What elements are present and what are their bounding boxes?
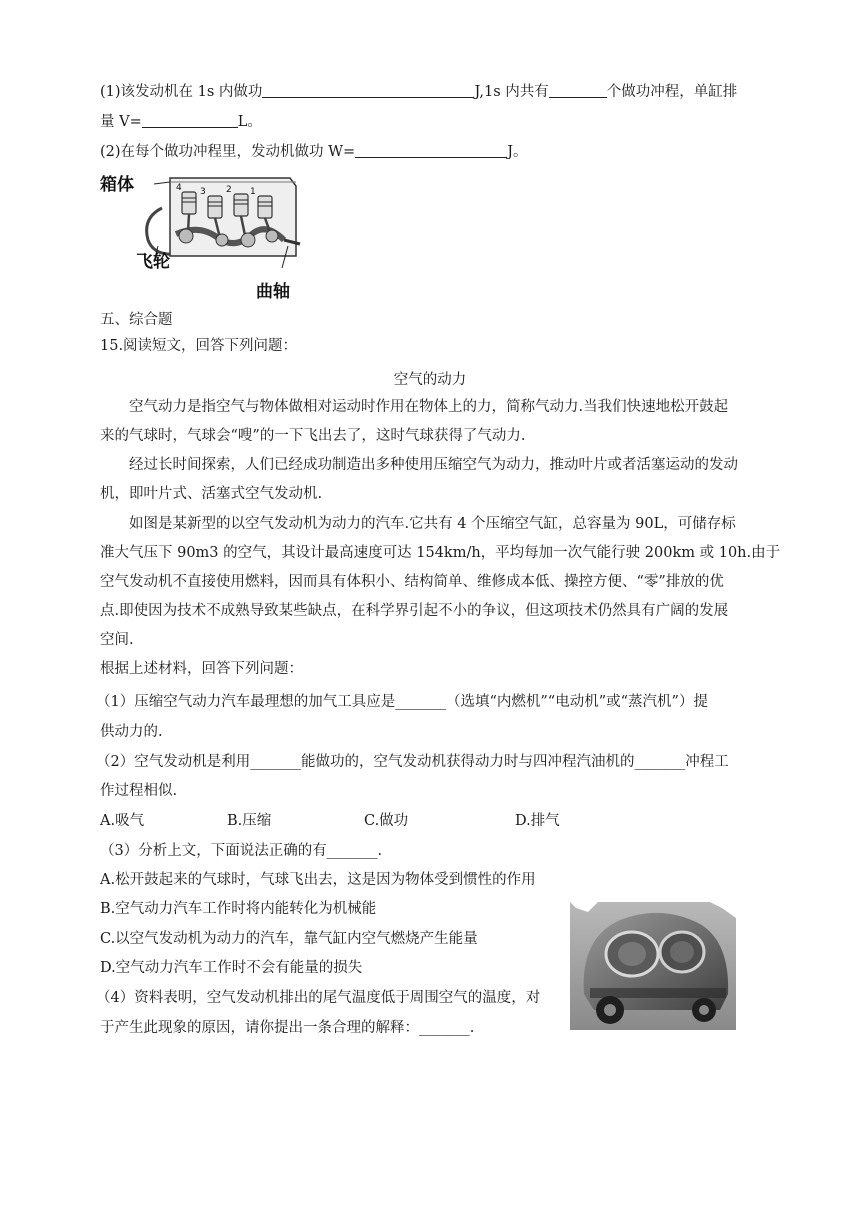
passage-title: 空气的动力 bbox=[393, 372, 467, 388]
cylinder-number-4: 4 bbox=[176, 183, 182, 193]
sub-question-4: （4）资料表明，空气发动机排出的尾气温度低于周围空气的温度，对 bbox=[96, 990, 541, 1006]
sub3-option-a[interactable]: A.松开鼓起来的气球时，气球飞出去，这是因为物体受到惯性的作用 bbox=[100, 872, 536, 888]
sub3-option-d[interactable]: D.空气动力汽车工作时不会有能量的损失 bbox=[100, 960, 363, 976]
passage-line: 如图是某新型的以空气发动机为动力的汽车.它共有 4 个压缩空气缸，总容量为 90L，可储存标 bbox=[129, 516, 736, 532]
passage-line: 机，即叶片式、活塞式空气发动机. bbox=[100, 486, 323, 502]
section-heading: 五、综合题 bbox=[100, 312, 173, 328]
answer-blank-work-per-stroke[interactable] bbox=[355, 142, 507, 158]
answer-blank-volume[interactable] bbox=[142, 112, 238, 128]
option-b[interactable]: B.压缩 bbox=[227, 813, 272, 829]
passage-line: 准大气压下 90m3 的空气，其设计最高速度可达 154km/h，平均每加一次气能行驶 200km 或 10h.由于 bbox=[100, 545, 781, 561]
q14-part1-line bbox=[100, 82, 737, 102]
sub-question-1: （1）压缩空气动力汽车最理想的加气工具应是_______（选填“内燃机”“电动机”或“蒸汽机”）提 bbox=[96, 694, 708, 710]
q14-part1-text-c: 个做功冲程，单缸排 bbox=[606, 84, 738, 100]
option-c[interactable]: C.做功 bbox=[364, 813, 409, 829]
q14-part2-line bbox=[100, 142, 528, 162]
q15-intro: 15.阅读短文，回答下列问题： bbox=[100, 338, 298, 354]
option-d[interactable]: D.排气 bbox=[515, 813, 560, 829]
passage-line: 空气发动机不直接使用燃料，因而具有体积小、结构简单、维修成本低、操控方便、“零”排放的优 bbox=[100, 574, 724, 590]
answer-blank-work[interactable] bbox=[262, 82, 474, 98]
passage-line: 经过长时间探索，人们已经成功制造出多种使用压缩空气为动力，推动叶片或者活塞运动的发动 bbox=[129, 457, 738, 473]
label-box-body: 箱体 bbox=[100, 175, 134, 195]
sub-question-1-cont: 供动力的. bbox=[100, 724, 163, 740]
passage-line: 空气动力是指空气与物体做相对运动时作用在物体上的力，简称气动力.当我们快速地松开鼓起 bbox=[129, 399, 729, 415]
engine-diagram bbox=[140, 168, 340, 298]
label-crankshaft: 曲轴 bbox=[256, 282, 290, 302]
q14-part1-line2 bbox=[100, 112, 262, 132]
option-a[interactable]: A.吸气 bbox=[100, 813, 145, 829]
sub-question-2-cont: 作过程相似. bbox=[100, 783, 178, 799]
passage-line: 点.即使因为技术不成熟导致某些缺点，在科学界引起不小的争议，但这项技术仍然具有广阔的发展 bbox=[100, 603, 729, 619]
sub-question-2: （2）空气发动机是利用_______能做功的，空气发动机获得动力时与四冲程汽油机的_______冲程工 bbox=[96, 754, 729, 770]
answer-blank-strokes[interactable] bbox=[549, 82, 607, 98]
questions-lead: 根据上述材料，回答下列问题： bbox=[100, 661, 303, 677]
q14-part2-text-b: J。 bbox=[507, 144, 528, 160]
passage-line: 来的气球时，气球会“嗖”的一下飞出去了，这时气球获得了气动力. bbox=[100, 428, 526, 444]
q14-part1-text-a: (1)该发动机在 1s 内做功 bbox=[100, 84, 263, 100]
air-car-photo bbox=[570, 898, 736, 1032]
label-flywheel: 飞轮 bbox=[136, 252, 170, 272]
cylinder-number-2: 2 bbox=[226, 185, 232, 195]
q14-part1-text-d: 量 V= bbox=[100, 114, 142, 130]
q14-part1-text-e: L。 bbox=[237, 114, 262, 130]
cylinder-number-3: 3 bbox=[200, 187, 206, 197]
passage-line: 空间. bbox=[100, 632, 134, 648]
q14-part2-text-a: (2)在每个做功冲程里，发动机做功 W= bbox=[100, 144, 356, 160]
sub3-option-c[interactable]: C.以空气发动机为动力的汽车，靠气缸内空气燃烧产生能量 bbox=[100, 931, 478, 947]
sub-question-4-cont: 于产生此现象的原因，请你提出一条合理的解释：_______. bbox=[100, 1020, 475, 1036]
sub-question-3: （3）分析上文，下面说法正确的有_______. bbox=[100, 843, 383, 859]
q14-part1-text-b: J,1s 内共有 bbox=[474, 84, 549, 100]
sub3-option-b[interactable]: B.空气动力汽车工作时将内能转化为机械能 bbox=[100, 901, 377, 917]
cylinder-number-1: 1 bbox=[250, 187, 256, 197]
